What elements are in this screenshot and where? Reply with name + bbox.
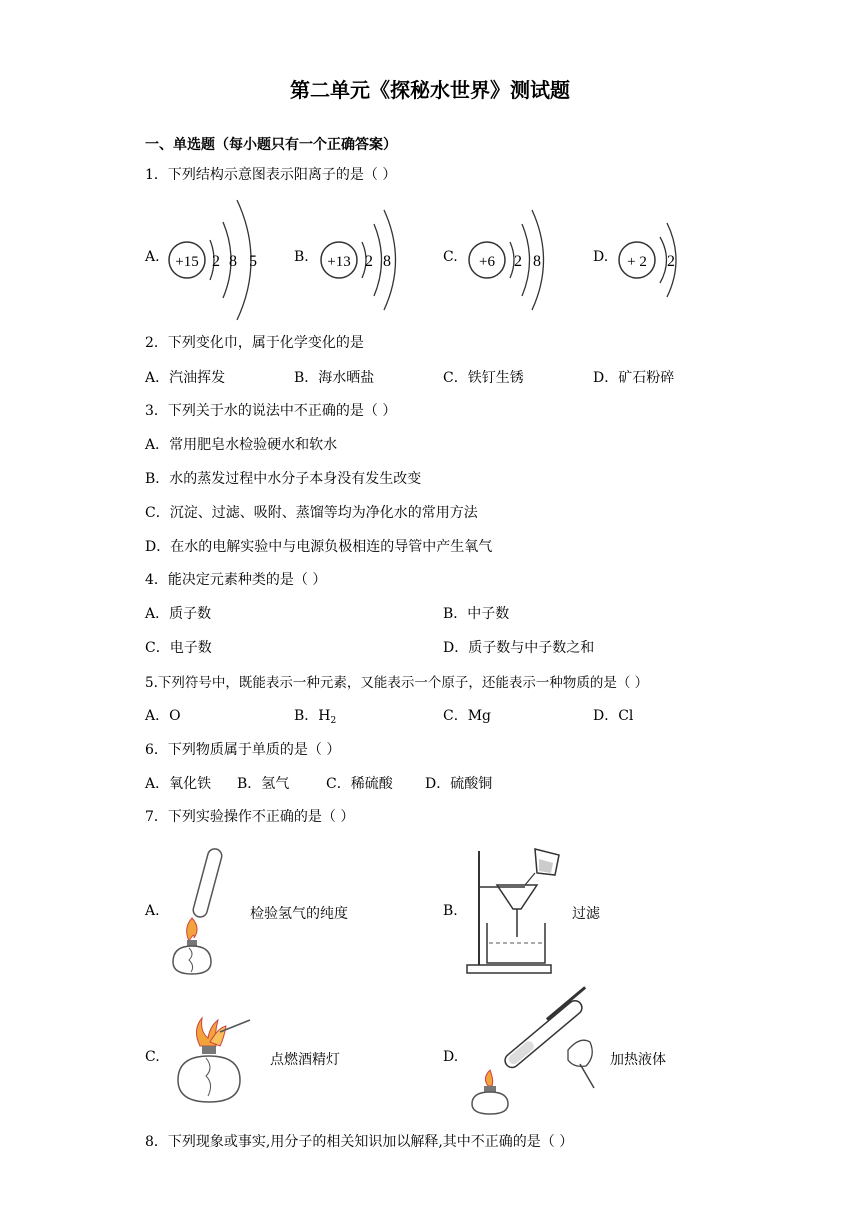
q1-a-shell-1: 2 [212, 253, 220, 270]
q3-option-c: C．沉淀、过滤、吸附、蒸馏等均为净化水的常用方法 [145, 505, 478, 521]
q6-option-a: A．氧化铁 [145, 776, 212, 792]
q1-option-a-label: A. [145, 249, 160, 265]
q1-a-shell-2: 8 [229, 253, 237, 270]
q4-option-c: C．电子数 [145, 640, 212, 656]
q7-option-b-caption: 过滤 [572, 906, 600, 922]
q1-b-nucleus: +13 [327, 254, 351, 270]
question-3-stem: 3．下列关于水的说法中不正确的是（ ） [145, 403, 397, 419]
q1-c-nucleus: +6 [479, 254, 495, 270]
q3-option-a: A．常用肥皂水检验硬水和软水 [145, 437, 338, 453]
q5-option-d: D．Cl [593, 708, 634, 724]
q2-option-d: D．矿石粉碎 [593, 370, 675, 386]
q4-option-b: B．中子数 [443, 606, 510, 622]
q5-option-b [294, 705, 336, 726]
q5-option-c: C．Mg [443, 708, 492, 724]
q2-option-b: B．海水晒盐 [294, 370, 375, 386]
heating-liquid-test-tube-illustration [468, 1000, 618, 1118]
q1-c-shell-2: 8 [533, 253, 541, 270]
q1-option-b-label: B. [294, 249, 309, 265]
q5-option-a: A．O [145, 708, 181, 724]
question-7-stem: 7．下列实验操作不正确的是（ ） [145, 809, 355, 825]
page-title: 第二单元《探秘水世界》测试题 [290, 78, 570, 102]
q1-a-shell-3: 5 [249, 253, 257, 270]
q1-b-shell-1: 2 [365, 253, 373, 270]
q2-option-c: C．铁钉生锈 [443, 370, 524, 386]
q2-option-a: A．汽油挥发 [145, 370, 226, 386]
q1-d-shell-1: 2 [667, 253, 675, 270]
question-2-stem: 2．下列变化巾，属于化学变化的是 [145, 335, 364, 351]
q5-option-b-subscript: 2 [330, 716, 337, 726]
q6-option-c: C．稀硫酸 [326, 776, 393, 792]
q4-option-d: D．质子数与中子数之和 [443, 640, 595, 656]
q3-option-d: D．在水的电解实验中与电源负极相连的导管中产生氧气 [145, 539, 493, 555]
question-8-stem: 8．下列现象或事实,用分子的相关知识加以解释,其中不正确的是（ ） [145, 1134, 574, 1150]
q7-option-a-label: A. [145, 903, 160, 919]
q1-d-nucleus: + 2 [627, 254, 647, 270]
atom-diagram-d [615, 215, 685, 305]
q7-option-c-label: C. [145, 1049, 160, 1065]
q1-a-nucleus: +15 [175, 254, 199, 270]
lighting-alcohol-lamp-illustration [172, 1016, 257, 1116]
q7-option-d-label: D. [443, 1049, 459, 1065]
atom-diagram-c [465, 208, 555, 312]
test-tube-over-burner-illustration [165, 846, 235, 978]
atom-diagram-a [165, 195, 275, 325]
q1-option-c-label: C. [443, 249, 458, 265]
q5-option-b-text: B．H [294, 708, 331, 724]
question-6-stem: 6．下列物质属于单质的是（ ） [145, 742, 341, 758]
q1-b-shell-2: 8 [383, 253, 391, 270]
q3-option-b: B．水的蒸发过程中水分子本身没有发生改变 [145, 471, 422, 487]
q6-option-b: B．氢气 [237, 776, 290, 792]
q7-option-a-caption: 检验氢气的纯度 [250, 906, 348, 922]
section-heading: 一、单选题（每小题只有一个正确答案） [145, 137, 397, 153]
q7-option-c-caption: 点燃酒精灯 [270, 1052, 340, 1068]
q4-option-a: A．质子数 [145, 606, 212, 622]
filtration-apparatus-illustration [465, 845, 575, 979]
q7-option-d-caption: 加热液体 [610, 1052, 666, 1068]
atom-diagram-b [317, 208, 407, 312]
q1-c-shell-1: 2 [514, 253, 522, 270]
q1-option-d-label: D. [593, 249, 609, 265]
question-1-stem: 1．下列结构示意图表示阳离子的是（ ） [145, 167, 397, 183]
question-4-stem: 4．能决定元素种类的是（ ） [145, 572, 327, 588]
q6-option-d: D．硫酸铜 [425, 776, 493, 792]
q7-option-b-label: B. [443, 903, 458, 919]
question-5-stem: 5.下列符号中，既能表示一种元素，又能表示一个原子，还能表示一种物质的是（ ） [145, 675, 649, 691]
